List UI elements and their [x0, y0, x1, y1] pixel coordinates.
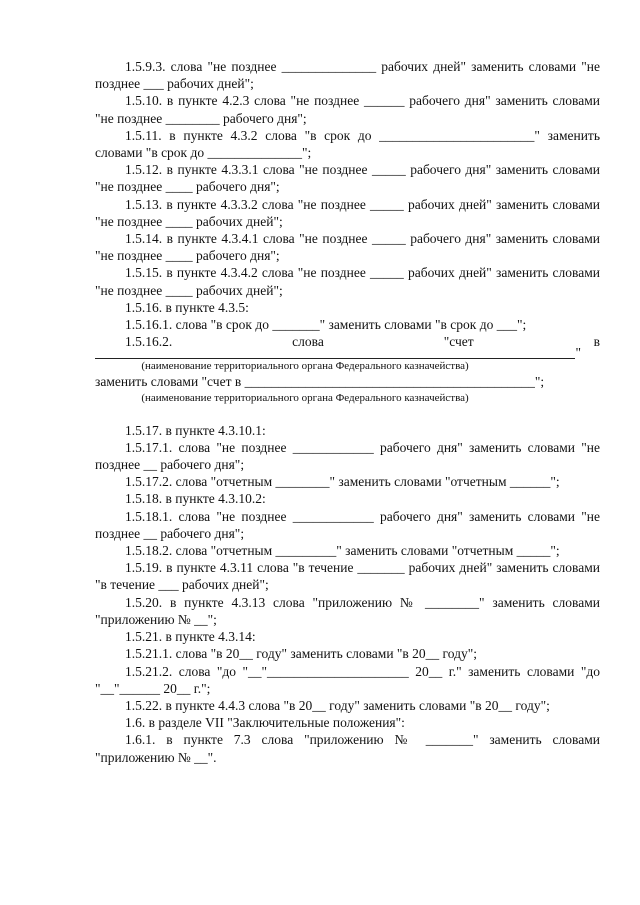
paragraph-replace-account: заменить словами "счет в ___________________________________________"; [95, 374, 545, 390]
caption-territorial-organ-2: (наименование территориального органа Федерального казначейства) [141, 391, 469, 404]
paragraph-1-6-1: 1.6.1. в пункте 7.3 слова "приложению № _______" заменить словами "приложению № __". [95, 732, 604, 765]
paragraph-1-5-17: 1.5.17. в пункте 4.3.10.1: [125, 422, 266, 438]
paragraph-1-5-16-1: 1.5.16.1. слова "в срок до _______" заменить словами "в срок до ___"; [125, 317, 527, 333]
document-page [95, 58, 604, 766]
paragraph-1-5-9-3: 1.5.9.3. слова "не позднее ______________ рабочих дней" заменить словами "не позднее ___ рабочих дней"; [95, 59, 604, 92]
paragraph-1-5-20: 1.5.20. в пункте 4.3.13 слова "приложению № ________" заменить словами "приложению № __"; [95, 594, 604, 627]
paragraph-1-5-18-1: 1.5.18.1. слова "не позднее ____________ рабочего дня" заменить словами "не позднее __ рабочего дня"; [95, 508, 604, 541]
paragraph-1-5-17-2: 1.5.17.2. слова "отчетным ________" заменить словами "отчетным ______"; [125, 474, 560, 490]
paragraph-1-5-16-2-quote: "счет [443, 334, 474, 350]
paragraph-1-5-19: 1.5.19. в пункте 4.3.11 слова "в течение _______ рабочих дней" заменить словами "в течение ___ рабочих дней"; [95, 560, 604, 593]
paragraph-1-5-15: 1.5.15. в пункте 4.3.4.2 слова "не позднее _____ рабочих дней" заменить словами "не позднее ____ рабочих дней"; [95, 265, 604, 298]
paragraph-1-5-16-2-prep: в [593, 334, 600, 350]
paragraph-1-5-14: 1.5.14. в пункте 4.3.4.1 слова "не позднее _____ рабочего дня" заменить словами "не позднее ____ рабочего дня"; [95, 231, 604, 264]
paragraph-1-5-21-1: 1.5.21.1. слова "в 20__ году" заменить словами "в 20__ году"; [125, 646, 477, 662]
paragraph-1-5-11: 1.5.11. в пункте 4.3.2 слова "в срок до _______________________" заменить словами "в срок до ______________"; [95, 127, 604, 161]
paragraph-1-5-21-2: 1.5.21.2. слова "до "__"_____________________ 20__ г." заменить словами "до "__"______ 20__ г."; [95, 663, 604, 696]
paragraph-1-5-16-2 [95, 333, 600, 350]
paragraph-1-5-18-2: 1.5.18.2. слова "отчетным _________" заменить словами "отчетным _____"; [125, 543, 560, 559]
paragraph-1-5-16-2-num: 1.5.16.2. [125, 334, 173, 350]
paragraph-1-5-16: 1.5.16. в пункте 4.3.5: [125, 299, 249, 315]
fill-in-line [95, 345, 581, 361]
paragraph-1-5-16-2-word: слова [292, 334, 324, 350]
closing-quote: " [575, 345, 581, 361]
paragraph-1-5-21: 1.5.21. в пункте 4.3.14: [125, 629, 256, 645]
paragraph-1-6: 1.6. в разделе VII "Заключительные положения": [125, 715, 405, 731]
paragraph-1-5-13: 1.5.13. в пункте 4.3.3.2 слова "не позднее _____ рабочих дней" заменить словами "не позднее ____ рабочих дней"; [95, 196, 604, 229]
paragraph-1-5-22: 1.5.22. в пункте 4.4.3 слова "в 20__ году" заменить словами "в 20__ году"; [125, 697, 550, 713]
paragraph-1-5-17-1: 1.5.17.1. слова "не позднее ____________ рабочего дня" заменить словами "не позднее __ рабочего дня"; [95, 439, 604, 473]
paragraph-1-5-10: 1.5.10. в пункте 4.2.3 слова "не позднее ______ рабочего дня" заменить словами "не позднее ________ рабочего дня"; [95, 93, 604, 126]
paragraph-1-5-12: 1.5.12. в пункте 4.3.3.1 слова "не позднее _____ рабочего дня" заменить словами "не позднее ____ рабочего дня"; [95, 162, 604, 195]
paragraph-1-5-18: 1.5.18. в пункте 4.3.10.2: [125, 491, 266, 507]
caption-territorial-organ: (наименование территориального органа Федерального казначейства) [141, 360, 469, 373]
